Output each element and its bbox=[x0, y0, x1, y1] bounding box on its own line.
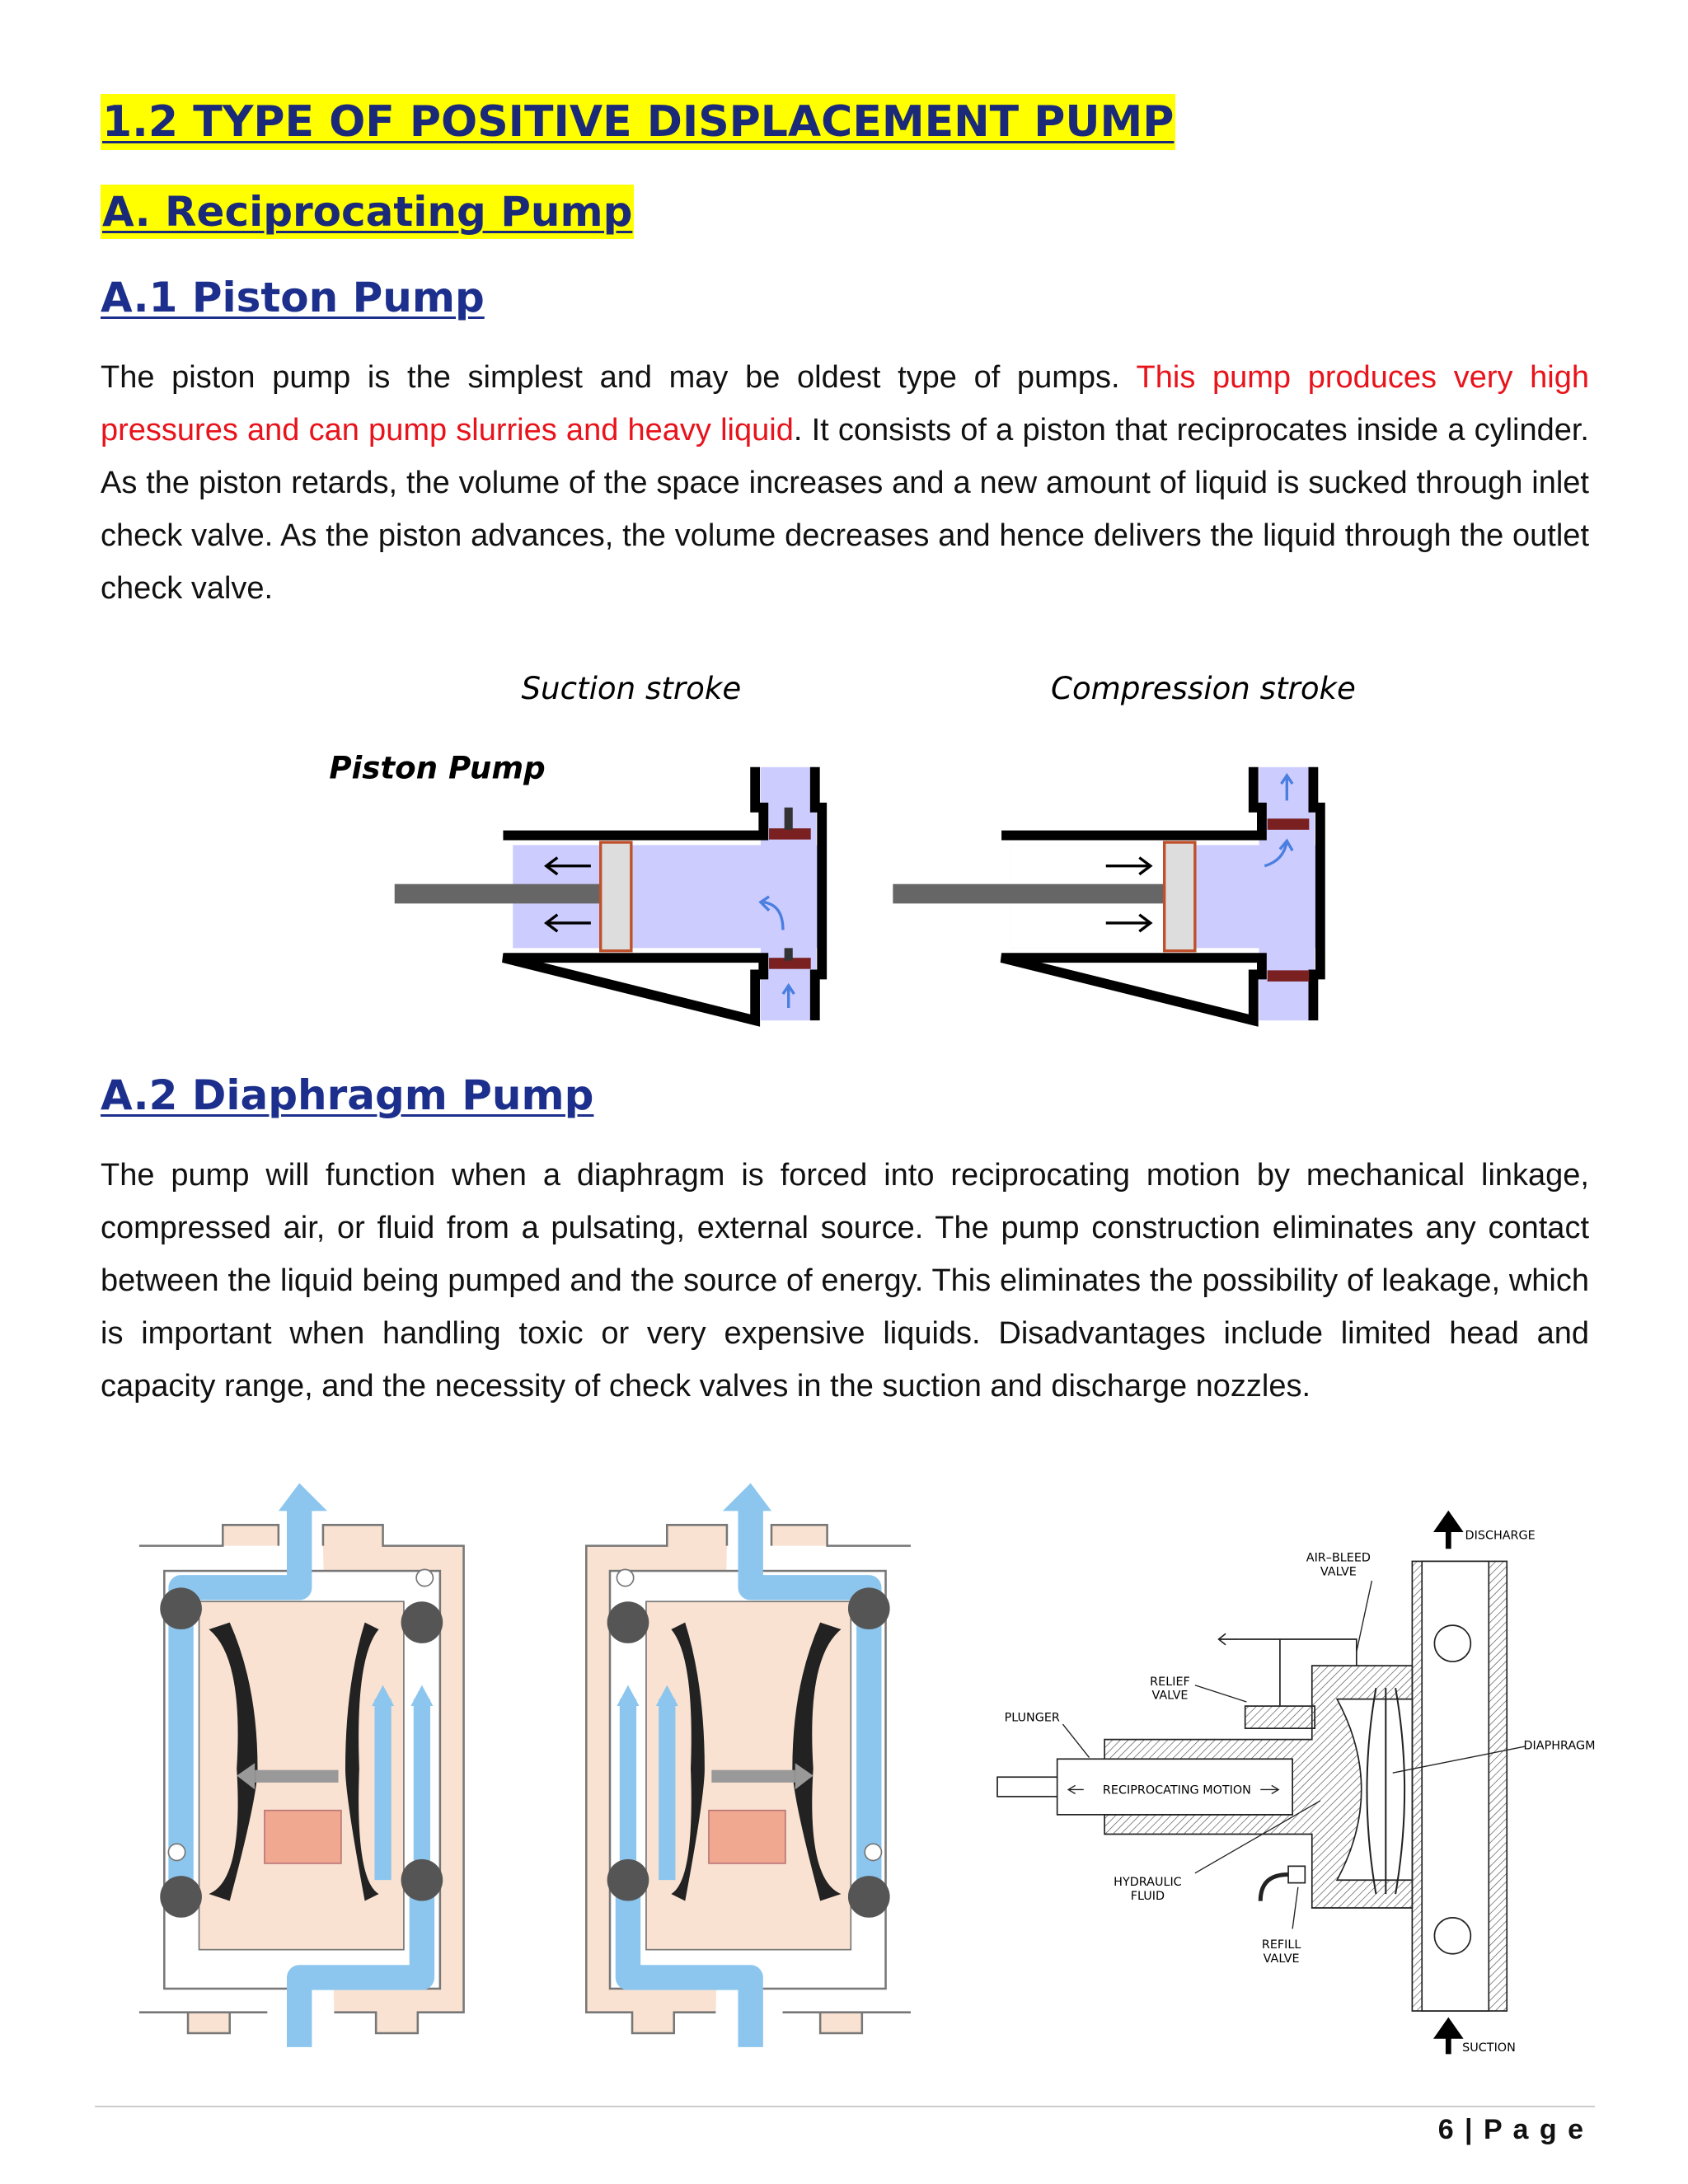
reciprocating-motion-label: RECIPROCATING MOTION bbox=[1102, 1783, 1251, 1797]
refill-valve bbox=[1288, 1866, 1305, 1882]
section-heading bbox=[101, 97, 1175, 147]
piston-pump-label: Piston Pump bbox=[329, 750, 546, 786]
relief-valve-label: RELIEF bbox=[1150, 1675, 1190, 1689]
subsection-heading-text: A. Reciprocating Pump bbox=[101, 185, 634, 239]
check-ball bbox=[1434, 1625, 1470, 1661]
diaphragm-pump-right bbox=[586, 1483, 911, 2047]
piston-pump-diagram bbox=[321, 654, 1379, 1030]
piston-rod bbox=[395, 884, 601, 904]
suction-stroke-pump bbox=[395, 767, 822, 1020]
valve-spring bbox=[785, 808, 793, 830]
air-bleed-label: VALVE bbox=[1320, 1565, 1357, 1579]
hydraulic-diaphragm-diagram bbox=[975, 1504, 1615, 2061]
hydraulic-fluid-label: HYDRAULIC bbox=[1114, 1875, 1182, 1889]
refill-pipe bbox=[1260, 1874, 1288, 1900]
outlet-valve bbox=[1268, 818, 1310, 830]
diaphragm-label: DIAPHRAGM bbox=[1523, 1739, 1596, 1753]
piston bbox=[1165, 842, 1195, 951]
footer-divider bbox=[95, 2106, 1595, 2107]
diaphragm-pump-heading: A.2 Diaphragm Pump bbox=[101, 1071, 594, 1119]
fluid-pipe bbox=[1259, 767, 1315, 1020]
air-diaphragm-pumps bbox=[125, 1476, 933, 2061]
discharge-label: DISCHARGE bbox=[1465, 1529, 1536, 1543]
refill-valve-label: VALVE bbox=[1263, 1952, 1300, 1966]
outlet-valve bbox=[769, 828, 811, 840]
piston bbox=[601, 842, 631, 951]
section-heading-text: 1.2 TYPE OF POSITIVE DISPLACEMENT PUMP bbox=[101, 94, 1175, 150]
suction-stroke-label: Suction stroke bbox=[521, 671, 742, 707]
arrow-up-icon bbox=[1438, 1516, 1458, 1549]
air-bleed-label: AIR–BLEED bbox=[1306, 1551, 1371, 1565]
page-number: 6 | P a g e bbox=[1437, 2114, 1585, 2145]
diaphragm-pump-left bbox=[139, 1483, 464, 2047]
inlet-valve bbox=[1268, 970, 1310, 982]
plunger-label: PLUNGER bbox=[1004, 1711, 1060, 1725]
suction-label: SUCTION bbox=[1462, 2041, 1516, 2055]
refill-valve-label: REFILL bbox=[1261, 1938, 1301, 1952]
hydraulic-fluid-label: FLUID bbox=[1130, 1889, 1165, 1903]
check-ball bbox=[1434, 1918, 1470, 1954]
plunger-rod bbox=[997, 1777, 1057, 1797]
piston-pump-heading: A.1 Piston Pump bbox=[101, 274, 485, 321]
piston-rod bbox=[893, 884, 1164, 904]
fluid-pipe bbox=[761, 767, 817, 1020]
relief-valve bbox=[1245, 1706, 1315, 1728]
diaphragm-paragraph: The pump will function when a diaphragm is forced into reciprocating motion by mechanical linkage, compressed air, or fluid from a pulsating, external source. The pump construction eliminates any contact between the liquid being pumped and the source of energy. This eliminates the possibility of leakage, which is important when handling toxic or very expensive liquids. Disadvantages include limited head and capacity range, and the necessity of check valves in the suction and discharge nozzles. bbox=[101, 1158, 1589, 1404]
para-text: The piston pump is the simplest and may be oldest type of pumps. bbox=[101, 360, 1137, 395]
arrow-up-icon bbox=[1438, 2022, 1458, 2055]
subsection-heading bbox=[101, 188, 634, 236]
arrow-left-icon bbox=[1219, 1633, 1240, 1645]
compression-stroke-pump bbox=[893, 767, 1320, 1020]
para-highlight: This pump produces very high pressures and can pump slurries and heavy liquid bbox=[101, 360, 1589, 448]
compression-stroke-label: Compression stroke bbox=[1051, 671, 1356, 707]
valve-spring bbox=[785, 948, 793, 960]
piston-paragraph bbox=[101, 351, 1589, 615]
para-text: . It consists of a piston that reciprocates inside a cylinder. As the piston retards, the volume of the space increases and a new amount of liquid is sucked through inlet check valve. As the piston advances, the volume decreases and hence delivers the liquid through the outlet check valve. bbox=[101, 413, 1589, 606]
relief-valve-label: VALVE bbox=[1151, 1689, 1189, 1703]
